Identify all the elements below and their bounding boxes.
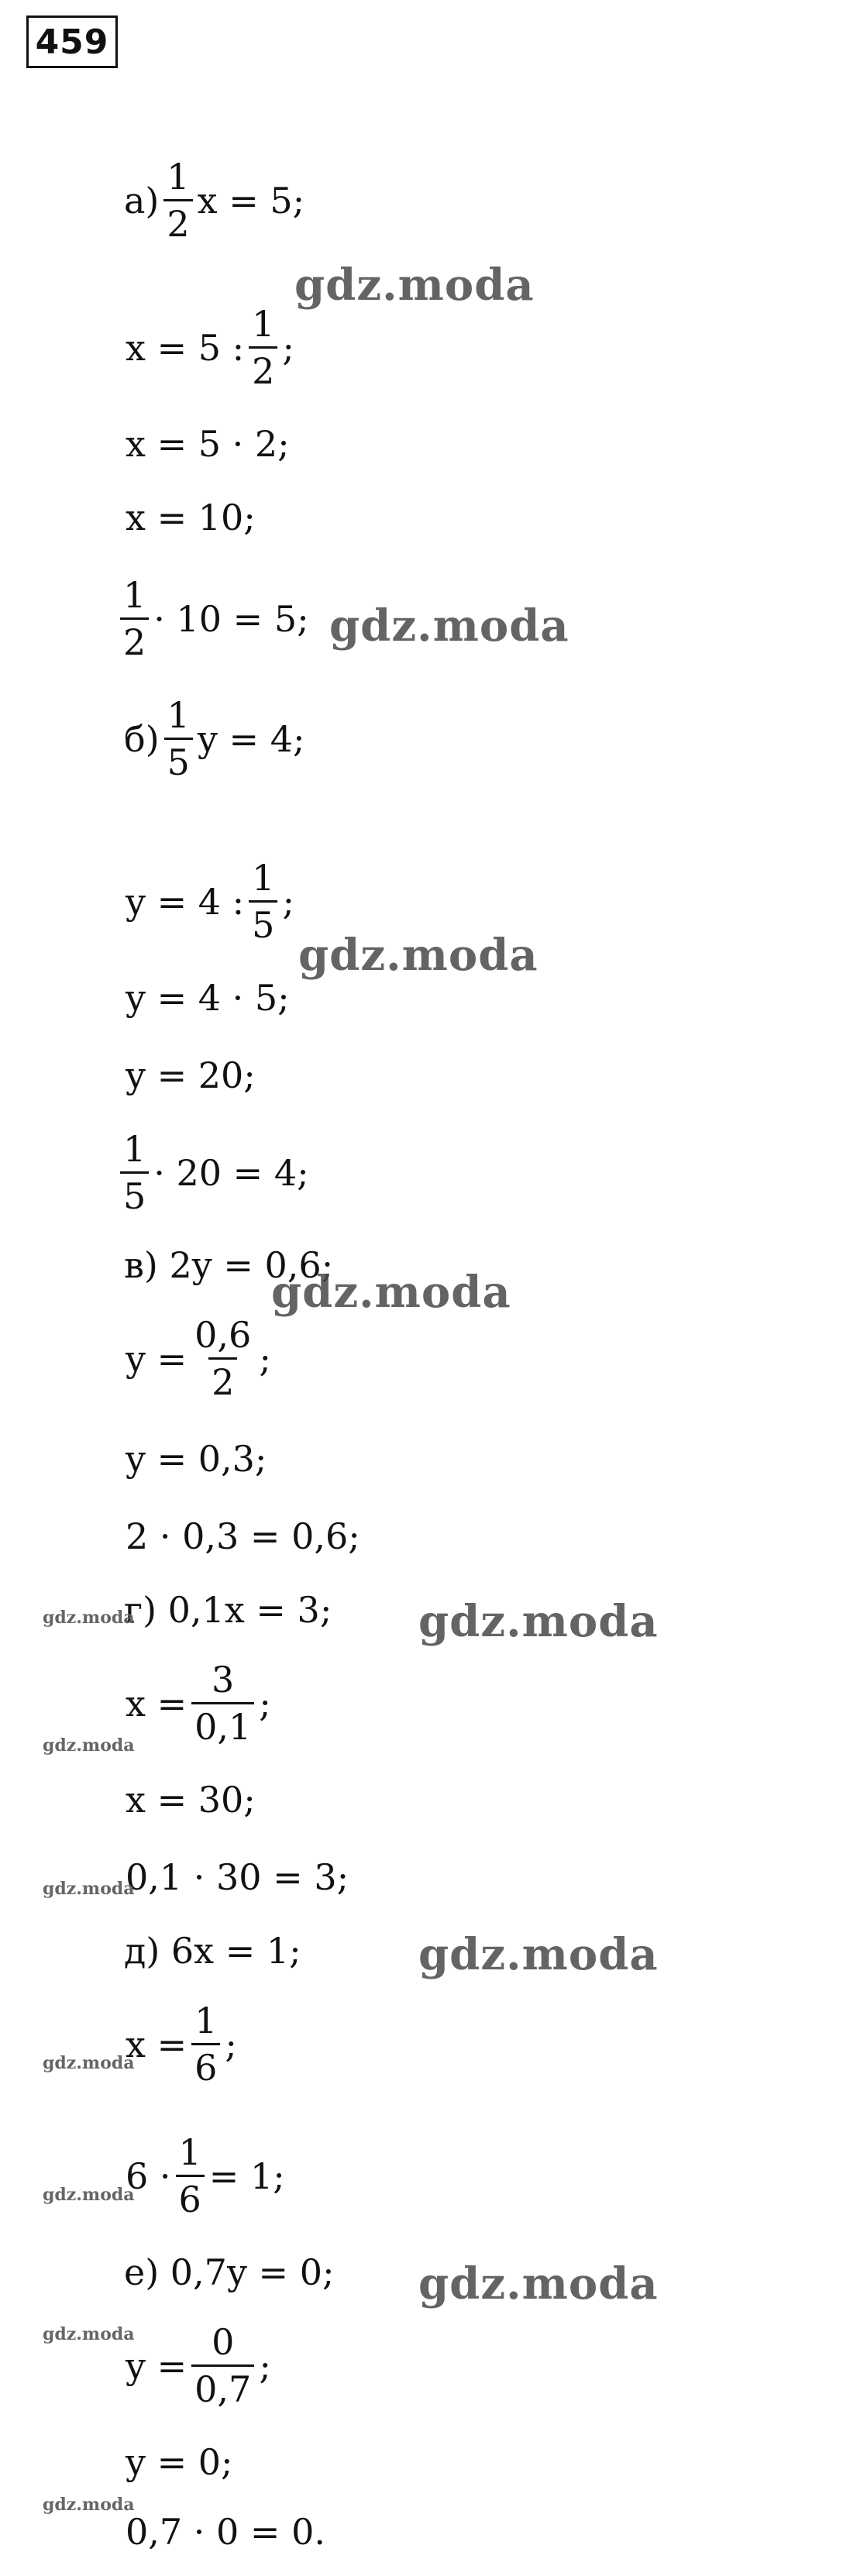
expression-text: x = xyxy=(126,2023,188,2065)
line-d-check xyxy=(126,2131,285,2220)
line-b-step-1 xyxy=(126,857,294,946)
expression-text: ; xyxy=(259,1337,271,1380)
watermark-small: gdz.moda xyxy=(43,1735,135,1756)
denominator: 2 xyxy=(163,199,192,242)
expression-text: · 20 = 4; xyxy=(153,1151,309,1194)
watermark: gdz.moda xyxy=(418,2258,659,2309)
numerator: 0,6 xyxy=(194,1314,252,1356)
numerator: 1 xyxy=(178,2131,201,2173)
line-g-equation: г) 0,1x = 3; xyxy=(124,1589,332,1631)
expression-text: x = 5; xyxy=(197,179,305,222)
watermark: gdz.moda xyxy=(418,1929,659,1980)
fraction xyxy=(191,2000,220,2089)
line-d-step-1 xyxy=(126,2000,237,2089)
line-e-step-1 xyxy=(126,2321,271,2410)
expression-text: ; xyxy=(259,1682,271,1725)
line-e-check: 0,7 · 0 = 0. xyxy=(126,2511,325,2553)
problem-number: 459 xyxy=(26,15,118,68)
expression-text: · 10 = 5; xyxy=(153,597,309,640)
numerator: 1 xyxy=(123,574,146,616)
watermark-small: gdz.moda xyxy=(43,2185,135,2205)
expression-text: ; xyxy=(225,2023,237,2065)
fraction xyxy=(249,857,277,946)
line-b-equation xyxy=(124,694,305,783)
expression-text: ; xyxy=(282,880,294,923)
line-a-step-1 xyxy=(126,303,294,392)
line-b-step-2: y = 4 · 5; xyxy=(126,977,290,1019)
line-v-check: 2 · 0,3 = 0,6; xyxy=(126,1515,360,1557)
denominator: 0,7 xyxy=(191,2364,254,2407)
expression-text: y = 4 : xyxy=(126,880,245,923)
line-g-check: 0,1 · 30 = 3; xyxy=(126,1856,349,1898)
denominator: 2 xyxy=(120,617,149,660)
numerator: 1 xyxy=(167,156,190,198)
fraction xyxy=(164,694,193,783)
denominator: 5 xyxy=(249,900,277,943)
line-g-step-1 xyxy=(126,1659,271,1748)
fraction xyxy=(249,303,277,392)
fraction xyxy=(120,574,149,663)
line-b-check xyxy=(120,1128,309,1217)
denominator: 2 xyxy=(249,346,277,389)
line-g-step-2: x = 30; xyxy=(126,1779,256,1821)
denominator: 0,1 xyxy=(191,1702,254,1745)
fraction xyxy=(191,1314,254,1403)
expression-text: = 1; xyxy=(208,2155,285,2197)
watermark: gdz.moda xyxy=(298,930,538,981)
watermark-small: gdz.moda xyxy=(43,2053,135,2073)
line-b-step-3: y = 20; xyxy=(126,1054,256,1096)
numerator: 1 xyxy=(167,694,190,736)
numerator: 0 xyxy=(212,2321,235,2363)
line-v-step-2: y = 0,3; xyxy=(126,1438,267,1480)
line-v-step-1 xyxy=(126,1314,271,1403)
expression-text: y = 4; xyxy=(197,717,305,760)
denominator: 5 xyxy=(164,738,193,780)
expression-text: 6 · xyxy=(126,2155,171,2197)
line-a-step-2: x = 5 · 2; xyxy=(126,423,290,465)
fraction xyxy=(120,1128,149,1217)
line-a-check xyxy=(120,574,309,663)
watermark: gdz.moda xyxy=(271,1267,511,1318)
denominator: 6 xyxy=(191,2043,220,2086)
expression-text: x = 5 : xyxy=(126,326,245,369)
expression-text: ; xyxy=(259,2344,271,2387)
watermark: gdz.moda xyxy=(294,260,535,311)
line-d-equation: д) 6x = 1; xyxy=(124,1930,301,1972)
fraction xyxy=(191,2321,254,2410)
expression-text: y = xyxy=(126,2344,188,2387)
numerator: 1 xyxy=(123,1128,146,1170)
watermark-small: gdz.moda xyxy=(43,2324,135,2344)
expression-text: x = xyxy=(126,1682,188,1725)
expression-text: ; xyxy=(282,326,294,369)
watermark-small: gdz.moda xyxy=(43,1879,135,1899)
part-label-b: б) xyxy=(124,717,160,760)
fraction xyxy=(191,1659,254,1748)
line-e-step-2: y = 0; xyxy=(126,2441,233,2483)
fraction xyxy=(176,2131,205,2220)
numerator: 1 xyxy=(252,303,275,345)
numerator: 3 xyxy=(212,1659,235,1701)
line-e-equation: е) 0,7y = 0; xyxy=(124,2251,335,2293)
line-a-equation xyxy=(124,156,305,245)
expression-text: y = xyxy=(126,1337,188,1380)
watermark: gdz.moda xyxy=(418,1596,659,1647)
denominator: 6 xyxy=(176,2175,205,2217)
numerator: 1 xyxy=(194,2000,218,2041)
numerator: 1 xyxy=(252,857,275,899)
fraction xyxy=(163,156,192,245)
watermark: gdz.moda xyxy=(329,600,569,652)
line-a-step-3: x = 10; xyxy=(126,497,256,538)
line-v-equation: в) 2y = 0,6; xyxy=(124,1244,334,1286)
part-label-a: а) xyxy=(124,179,160,222)
watermark-small: gdz.moda xyxy=(43,2495,135,2515)
denominator: 5 xyxy=(120,1171,149,1214)
denominator: 2 xyxy=(208,1357,237,1400)
watermark-small: gdz.moda xyxy=(43,1608,135,1628)
